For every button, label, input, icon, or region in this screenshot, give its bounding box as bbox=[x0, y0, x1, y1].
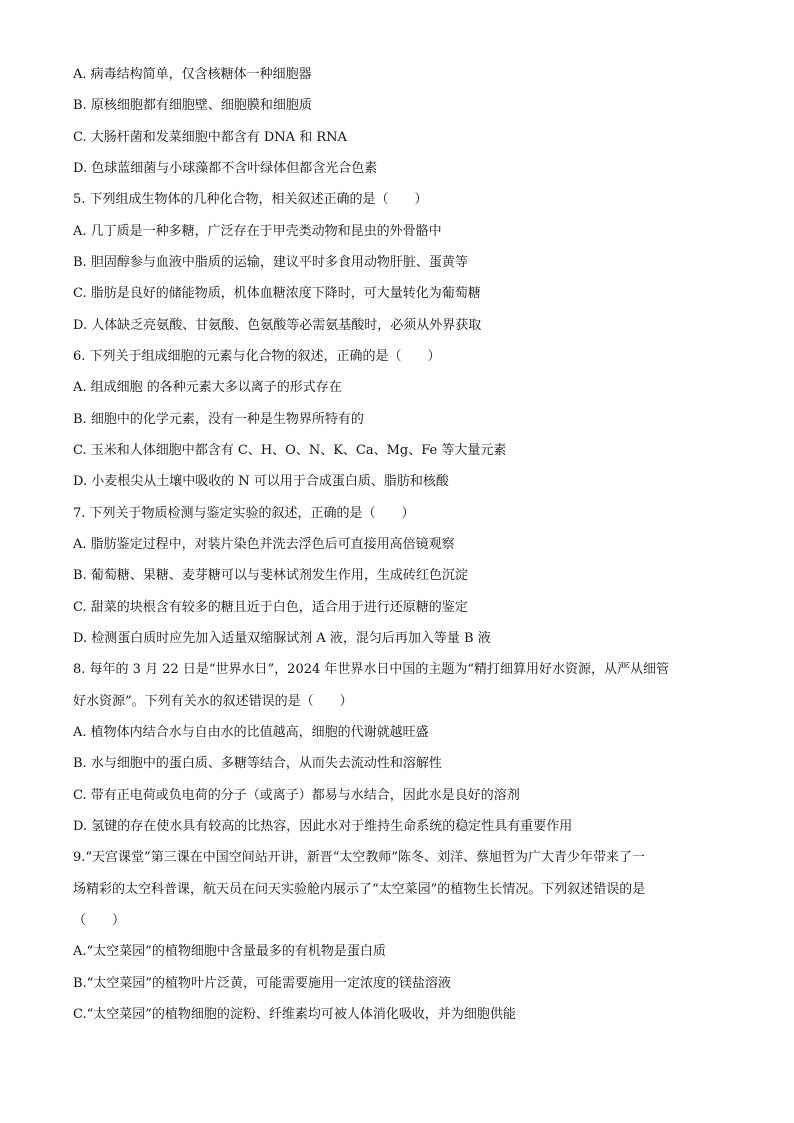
option-line: A.“太空菜园”的植物细胞中含量最多的有机物是蛋白质 bbox=[73, 944, 386, 959]
option-line: B. 水与细胞中的蛋白质、多糖等结合，从而失去流动性和溶解性 bbox=[73, 756, 442, 771]
option-line: B. 葡萄糖、果糖、麦芽糖可以与斐林试剂发生作用，生成砖红色沉淀 bbox=[73, 568, 468, 583]
answer-blank: （ ） bbox=[73, 913, 126, 928]
option-line: B. 胆固醇参与血液中脂质的运输，建议平时多食用动物肝脏、蛋黄等 bbox=[73, 255, 468, 270]
question-stem: 5. 下列组成生物体的几种化合物，相关叙述正确的是（ ） bbox=[73, 192, 428, 207]
option-line: C. 甜菜的块根含有较多的糖且近于白色，适合用于进行还原糖的鉴定 bbox=[73, 600, 468, 615]
question-stem: 9.“天宫课堂”第三课在中国空间站开讲，新晋“太空教师”陈冬、刘洋、蔡旭哲为广大青少年带来了一 bbox=[73, 850, 645, 865]
option-line: D. 小麦根尖从土壤中吸收的 N 可以用于合成蛋白质、脂肪和核酸 bbox=[73, 474, 449, 489]
option-line: A. 脂肪鉴定过程中，对装片染色并洗去浮色后可直接用高倍镜观察 bbox=[73, 537, 455, 552]
option-line: D. 色球蓝细菌与小球藻都不含叶绿体但都含光合色素 bbox=[73, 161, 378, 176]
question-stem-continuation: 好水资源”。下列有关水的叙述错误的是（ ） bbox=[73, 694, 353, 709]
option-line: A. 植物体内结合水与自由水的比值越高，细胞的代谢就越旺盛 bbox=[73, 725, 429, 740]
option-line: C. 大肠杆菌和发菜细胞中都含有 DNA 和 RNA bbox=[73, 130, 347, 145]
option-line: D. 检测蛋白质时应先加入适量双缩脲试剂 A 液，混匀后再加入等量 B 液 bbox=[73, 631, 491, 646]
question-stem: 6. 下列关于组成细胞的元素与化合物的叙述，正确的是（ ） bbox=[73, 349, 441, 364]
option-line: A. 几丁质是一种多糖，广泛存在于甲壳类动物和昆虫的外骨骼中 bbox=[73, 224, 442, 239]
option-line: D. 氢键的存在使水具有较高的比热容，因此水对于维持生命系统的稳定性具有重要作用 bbox=[73, 819, 573, 834]
option-line: C. 脂肪是良好的储能物质，机体血糖浓度下降时，可大量转化为葡萄糖 bbox=[73, 286, 481, 301]
option-line: C. 玉米和人体细胞中都含有 C、H、O、N、K、Ca、Mg、Fe 等大量元素 bbox=[73, 443, 507, 458]
question-stem: 7. 下列关于物质检测与鉴定实验的叙述，正确的是（ ） bbox=[73, 506, 415, 521]
option-line: C.“太空菜园”的植物细胞的淀粉、纤维素均可被人体消化吸收，并为细胞供能 bbox=[73, 1007, 516, 1022]
question-stem: 8. 每年的 3 月 22 日是“世界水日”，2024 年世界水日中国的主题为“精打细算用好水资源，从严从细管 bbox=[73, 662, 670, 677]
option-line: A. 病毒结构简单，仅含核糖体一种细胞器 bbox=[73, 67, 312, 82]
option-line: B.“太空菜园”的植物叶片泛黄，可能需要施用一定浓度的镁盐溶液 bbox=[73, 976, 451, 991]
option-line: B. 原核细胞都有细胞壁、细胞膜和细胞质 bbox=[73, 98, 312, 113]
question-stem-continuation: 场精彩的太空科普课，航天员在问天实验舱内展示了“太空菜园”的植物生长情况。下列叙述错误的是 bbox=[73, 882, 646, 897]
option-line: A. 组成细胞 的各种元素大多以离子的形式存在 bbox=[73, 380, 342, 395]
option-line: B. 细胞中的化学元素，没有一种是生物界所特有的 bbox=[73, 412, 364, 427]
option-line: C. 带有正电荷或负电荷的分子（或离子）都易与水结合，因此水是良好的溶剂 bbox=[73, 788, 520, 803]
option-line: D. 人体缺乏亮氨酸、甘氨酸、色氨酸等必需氨基酸时，必须从外界获取 bbox=[73, 318, 482, 333]
